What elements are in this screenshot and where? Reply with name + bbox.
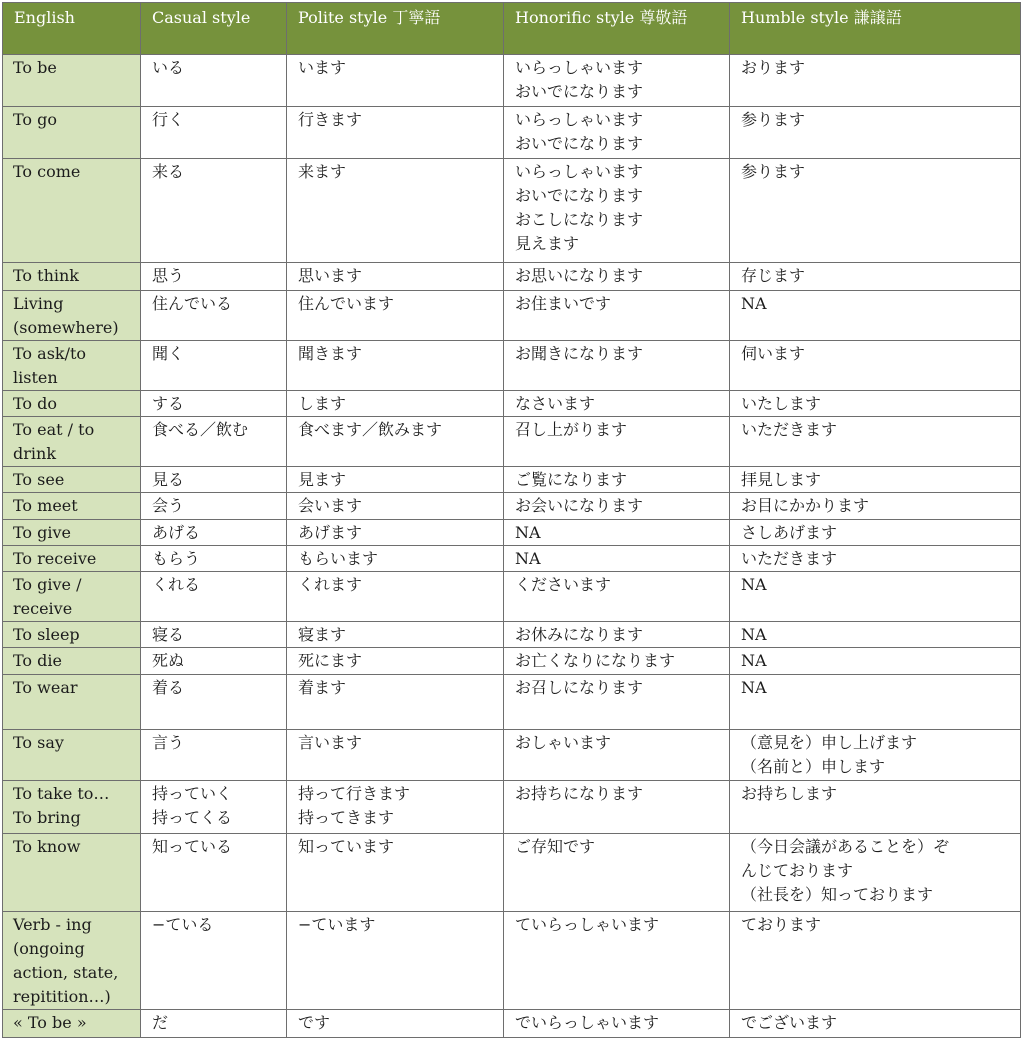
cell-line: (somewhere) — [13, 318, 119, 337]
cell-casual — [141, 730, 287, 781]
table-row — [3, 781, 1021, 834]
cell-polite — [287, 467, 504, 493]
table-row — [3, 493, 1021, 520]
cell-honorific — [504, 730, 730, 781]
cell-line: （今日会議があることを）ぞ — [741, 837, 950, 856]
cell-line: To think — [13, 266, 79, 285]
cell-casual — [141, 467, 287, 493]
cell-humble — [730, 467, 1021, 493]
table-row — [3, 159, 1021, 263]
cell-line: To say — [13, 733, 64, 752]
cell-humble — [730, 391, 1021, 417]
cell-polite — [287, 493, 504, 520]
cell-humble — [730, 648, 1021, 675]
cell-humble — [730, 341, 1021, 391]
cell-line: 持ってきます — [298, 808, 395, 827]
header-humble: Humble style 謙譲語 — [730, 3, 1021, 55]
cell-honorific — [504, 159, 730, 263]
cell-honorific — [504, 622, 730, 648]
cell-line: 死ぬ — [152, 651, 185, 670]
cell-line: 食べる／飲む — [152, 420, 249, 439]
cell-line: おいでになります — [515, 82, 644, 101]
cell-english — [3, 546, 141, 572]
cell-humble — [730, 107, 1021, 159]
table-row — [3, 622, 1021, 648]
cell-english — [3, 648, 141, 675]
cell-line: To go — [13, 110, 58, 129]
cell-humble — [730, 520, 1021, 546]
cell-line: あげる — [152, 523, 201, 542]
table-row — [3, 520, 1021, 546]
cell-line: To do — [13, 394, 58, 413]
cell-line: します — [298, 394, 347, 413]
cell-english — [3, 159, 141, 263]
cell-polite — [287, 159, 504, 263]
cell-casual — [141, 159, 287, 263]
cell-polite — [287, 572, 504, 622]
cell-casual — [141, 417, 287, 467]
cell-honorific — [504, 572, 730, 622]
cell-line: 会います — [298, 496, 363, 515]
cell-line: To receive — [13, 549, 97, 568]
cell-english — [3, 520, 141, 546]
cell-polite — [287, 546, 504, 572]
cell-honorific — [504, 912, 730, 1010]
cell-humble — [730, 546, 1021, 572]
cell-casual — [141, 107, 287, 159]
cell-line: 参ります — [741, 110, 806, 129]
table-row — [3, 107, 1021, 159]
cell-line: 行きます — [298, 110, 363, 129]
cell-english — [3, 912, 141, 1010]
cell-line: 寝ます — [298, 625, 347, 644]
cell-line: Verb - ing — [13, 915, 92, 934]
cell-polite — [287, 781, 504, 834]
cell-line: To come — [13, 162, 81, 181]
cell-line: （意見を）申し上げます — [741, 733, 918, 752]
cell-line: listen — [13, 368, 58, 387]
cell-line: いらっしゃいます — [515, 58, 644, 77]
cell-english — [3, 572, 141, 622]
cell-line: いたします — [741, 394, 822, 413]
cell-humble — [730, 834, 1021, 912]
table-row — [3, 572, 1021, 622]
cell-honorific — [504, 648, 730, 675]
cell-casual — [141, 912, 287, 1010]
cell-line: 行く — [152, 110, 185, 129]
cell-line: いらっしゃいます — [515, 162, 644, 181]
cell-line: ていらっしゃいます — [515, 915, 660, 934]
cell-honorific — [504, 55, 730, 107]
table-row — [3, 648, 1021, 675]
cell-line: 言う — [152, 733, 185, 752]
cell-line: 存じます — [741, 266, 806, 285]
cell-humble — [730, 55, 1021, 107]
cell-polite — [287, 622, 504, 648]
cell-honorific — [504, 417, 730, 467]
cell-line: くれる — [152, 575, 201, 594]
cell-line: いらっしゃいます — [515, 110, 644, 129]
cell-line: NA — [741, 575, 767, 594]
cell-english — [3, 834, 141, 912]
table-row — [3, 291, 1021, 341]
cell-humble — [730, 417, 1021, 467]
cell-line: でございます — [741, 1013, 838, 1032]
cell-humble — [730, 572, 1021, 622]
cell-line: んじております — [741, 861, 854, 880]
cell-casual — [141, 391, 287, 417]
cell-honorific — [504, 107, 730, 159]
cell-line: おしゃいます — [515, 733, 612, 752]
cell-line: もらう — [152, 549, 201, 568]
cell-english — [3, 263, 141, 291]
cell-line: 見ます — [298, 470, 347, 489]
header-honorific: Honorific style 尊敬語 — [504, 3, 730, 55]
table-body — [3, 55, 1021, 1038]
cell-polite — [287, 391, 504, 417]
cell-line: NA — [741, 678, 767, 697]
cell-polite — [287, 912, 504, 1010]
cell-polite — [287, 263, 504, 291]
cell-english — [3, 493, 141, 520]
cell-polite — [287, 730, 504, 781]
header-row — [3, 3, 1021, 55]
cell-line: する — [152, 394, 185, 413]
cell-casual — [141, 263, 287, 291]
cell-honorific — [504, 493, 730, 520]
cell-line: To take to… — [13, 784, 110, 803]
cell-line: 思う — [152, 266, 185, 285]
cell-line: 死にます — [298, 651, 363, 670]
cell-casual — [141, 648, 287, 675]
cell-honorific — [504, 546, 730, 572]
keigo-table — [2, 2, 1021, 1038]
cell-casual — [141, 675, 287, 730]
cell-line: いただきます — [741, 420, 838, 439]
cell-line: （名前と）申します — [741, 757, 886, 776]
table-row — [3, 263, 1021, 291]
cell-line: 言います — [298, 733, 363, 752]
cell-line: お亡くなりになります — [515, 651, 676, 670]
cell-polite — [287, 834, 504, 912]
cell-line: おこしになります — [515, 210, 644, 229]
cell-english — [3, 781, 141, 834]
cell-honorific — [504, 675, 730, 730]
table-row — [3, 467, 1021, 493]
cell-line: でいらっしゃいます — [515, 1013, 660, 1032]
cell-line: お目にかかります — [741, 496, 870, 515]
cell-line: 着ます — [298, 678, 347, 697]
cell-polite — [287, 520, 504, 546]
cell-casual — [141, 834, 287, 912]
table-row — [3, 730, 1021, 781]
cell-polite — [287, 341, 504, 391]
cell-line: 拝見します — [741, 470, 822, 489]
cell-humble — [730, 675, 1021, 730]
cell-line: To bring — [13, 808, 81, 827]
cell-line: 伺います — [741, 344, 806, 363]
cell-english — [3, 391, 141, 417]
table-row — [3, 912, 1021, 1010]
cell-casual — [141, 341, 287, 391]
cell-line: お思いになります — [515, 266, 644, 285]
cell-english — [3, 341, 141, 391]
cell-line: −ている — [152, 915, 214, 934]
cell-casual — [141, 493, 287, 520]
cell-line: NA — [741, 625, 767, 644]
cell-line: 来る — [152, 162, 185, 181]
cell-english — [3, 291, 141, 341]
cell-line: To ask/to — [13, 344, 87, 363]
cell-humble — [730, 912, 1021, 1010]
cell-line: To wear — [13, 678, 78, 697]
cell-line: To meet — [13, 496, 78, 515]
cell-polite — [287, 675, 504, 730]
cell-english — [3, 730, 141, 781]
cell-line: action, state, — [13, 963, 119, 982]
table-row — [3, 341, 1021, 391]
cell-casual — [141, 622, 287, 648]
table-row — [3, 546, 1021, 572]
cell-line: NA — [515, 549, 541, 568]
cell-honorific — [504, 391, 730, 417]
cell-honorific — [504, 781, 730, 834]
cell-line: To sleep — [13, 625, 80, 644]
cell-line: お住まいです — [515, 294, 612, 313]
header-english: English — [3, 3, 141, 55]
cell-english — [3, 675, 141, 730]
cell-line: NA — [741, 651, 767, 670]
cell-line: 聞く — [152, 344, 185, 363]
cell-line: ご存知です — [515, 837, 596, 856]
cell-humble — [730, 291, 1021, 341]
cell-line: くださいます — [515, 575, 612, 594]
cell-polite — [287, 291, 504, 341]
cell-line: ております — [741, 915, 822, 934]
cell-line: « To be » — [13, 1013, 87, 1032]
cell-line: くれます — [298, 575, 363, 594]
cell-casual — [141, 55, 287, 107]
cell-polite — [287, 417, 504, 467]
cell-line: repitition…) — [13, 987, 111, 1006]
cell-line: お召しになります — [515, 678, 644, 697]
cell-polite — [287, 648, 504, 675]
cell-line: お休みになります — [515, 625, 644, 644]
cell-english — [3, 467, 141, 493]
cell-line: 来ます — [298, 162, 347, 181]
cell-line: To see — [13, 470, 65, 489]
table-row — [3, 417, 1021, 467]
cell-casual — [141, 572, 287, 622]
cell-humble — [730, 730, 1021, 781]
header-casual: Casual style — [141, 3, 287, 55]
cell-humble — [730, 159, 1021, 263]
cell-line: drink — [13, 444, 57, 463]
cell-line: お持ちします — [741, 784, 838, 803]
table-row — [3, 834, 1021, 912]
cell-line: 見る — [152, 470, 185, 489]
cell-line: なさいます — [515, 394, 596, 413]
cell-line: 持っていく — [152, 784, 233, 803]
cell-honorific — [504, 467, 730, 493]
cell-line: 知っている — [152, 837, 233, 856]
cell-line: 参ります — [741, 162, 806, 181]
cell-english — [3, 622, 141, 648]
cell-line: いる — [152, 58, 185, 77]
cell-line: おいでになります — [515, 134, 644, 153]
cell-casual — [141, 546, 287, 572]
cell-line: 食べます／飲みます — [298, 420, 443, 439]
table-row — [3, 675, 1021, 730]
cell-line: To die — [13, 651, 62, 670]
cell-line: 寝る — [152, 625, 185, 644]
cell-line: だ — [152, 1013, 169, 1032]
cell-casual — [141, 781, 287, 834]
cell-honorific — [504, 520, 730, 546]
cell-line: 着る — [152, 678, 185, 697]
cell-honorific — [504, 834, 730, 912]
cell-line: 見えます — [515, 234, 580, 253]
cell-line: います — [298, 58, 347, 77]
cell-line: −ています — [298, 915, 376, 934]
cell-line: To give / — [13, 575, 82, 594]
cell-line: 持って行きます — [298, 784, 411, 803]
cell-honorific — [504, 341, 730, 391]
cell-line: To eat / to — [13, 420, 95, 439]
cell-line: 会う — [152, 496, 185, 515]
cell-line: 思います — [298, 266, 363, 285]
cell-line: Living — [13, 294, 64, 313]
cell-line: 持ってくる — [152, 808, 233, 827]
cell-line: receive — [13, 599, 73, 618]
cell-english — [3, 55, 141, 107]
cell-english — [3, 107, 141, 159]
cell-casual — [141, 520, 287, 546]
cell-line: あげます — [298, 523, 363, 542]
cell-line: いただきます — [741, 549, 838, 568]
cell-line: お会いになります — [515, 496, 644, 515]
cell-polite — [287, 55, 504, 107]
cell-line: 住んでいる — [152, 294, 233, 313]
cell-line: To know — [13, 837, 81, 856]
cell-humble — [730, 263, 1021, 291]
cell-line: お持ちになります — [515, 784, 644, 803]
cell-line: To give — [13, 523, 72, 542]
cell-honorific — [504, 263, 730, 291]
cell-line: さしあげます — [741, 523, 838, 542]
table-row — [3, 391, 1021, 417]
cell-line: (ongoing — [13, 939, 85, 958]
cell-line: ご覧になります — [515, 470, 628, 489]
cell-humble — [730, 493, 1021, 520]
cell-line: おいでになります — [515, 186, 644, 205]
cell-humble — [730, 622, 1021, 648]
cell-line: （社長を）知っております — [741, 885, 934, 904]
cell-line: お聞きになります — [515, 344, 644, 363]
cell-humble — [730, 781, 1021, 834]
table-row — [3, 55, 1021, 107]
cell-english — [3, 417, 141, 467]
cell-line: 召し上がります — [515, 420, 628, 439]
cell-line: です — [298, 1013, 331, 1032]
cell-line: NA — [515, 523, 541, 542]
cell-polite — [287, 107, 504, 159]
header-polite: Polite style 丁寧語 — [287, 3, 504, 55]
cell-line: 知っています — [298, 837, 395, 856]
cell-honorific — [504, 291, 730, 341]
cell-line: もらいます — [298, 549, 379, 568]
cell-casual — [141, 291, 287, 341]
cell-line: おります — [741, 58, 806, 77]
cell-line: 聞きます — [298, 344, 363, 363]
cell-line: To be — [13, 58, 57, 77]
cell-line: 住んでいます — [298, 294, 395, 313]
cell-line: NA — [741, 294, 767, 313]
